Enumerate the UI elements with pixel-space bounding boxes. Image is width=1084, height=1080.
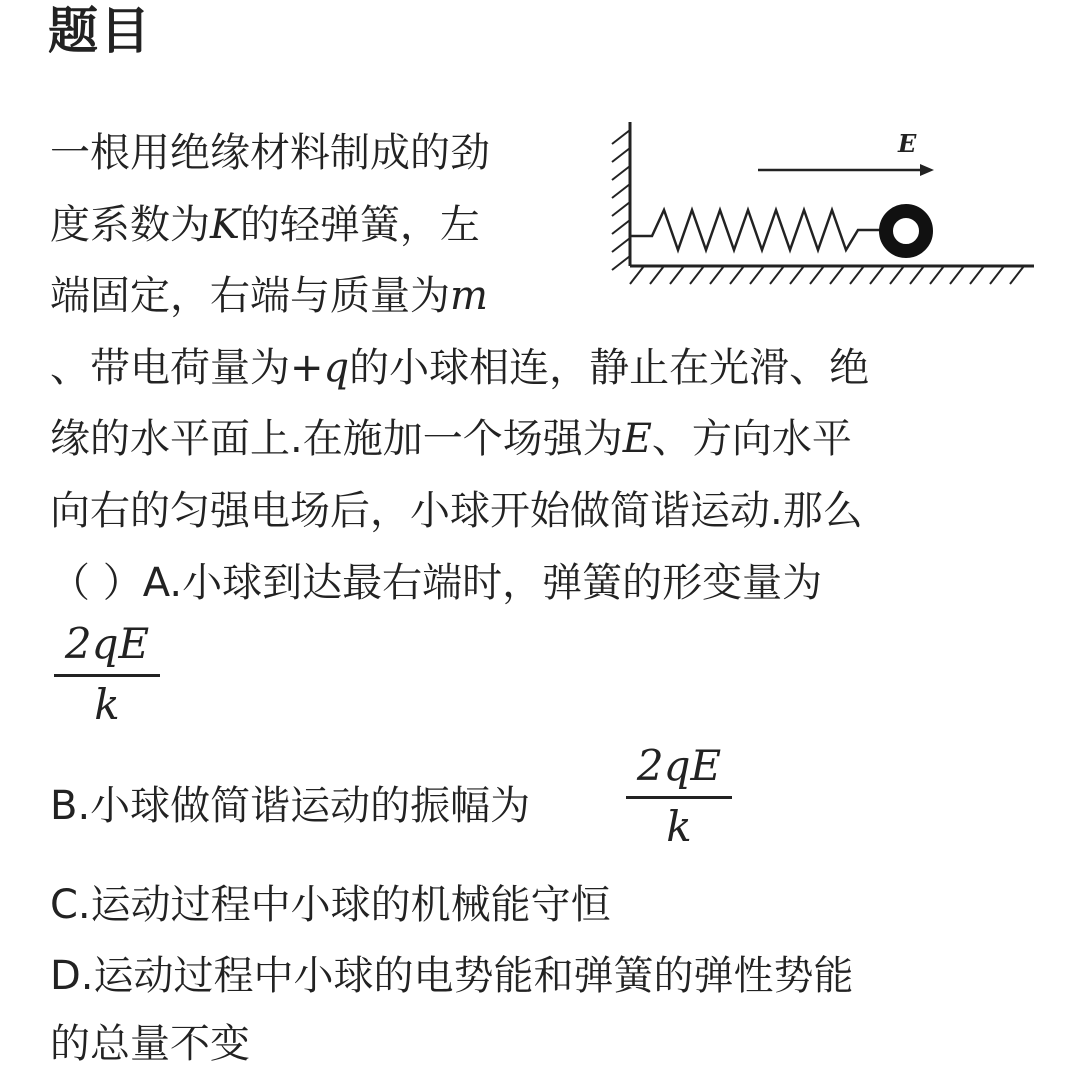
page-title: 题目 xyxy=(48,2,152,60)
field-symbol: E xyxy=(622,416,652,462)
option-a-fraction xyxy=(54,620,160,729)
question-text: 一根用绝缘材料制成的劲 xyxy=(50,130,490,176)
question-line-6 xyxy=(50,486,863,536)
spring xyxy=(630,210,880,250)
fraction-denominator: k xyxy=(666,802,692,851)
question-text: 的小球相连，静止在光滑、绝 xyxy=(349,345,870,391)
mass-symbol: m xyxy=(450,273,488,319)
question-text: 向右的匀强电场后，小球开始做简谐运动.那么 xyxy=(50,488,863,534)
question-line-3 xyxy=(50,271,488,321)
question-line-5 xyxy=(50,414,852,464)
question-line-1 xyxy=(50,128,490,178)
wall-hatch xyxy=(612,122,630,270)
question-text: 、方向水平 xyxy=(651,416,852,462)
option-b xyxy=(50,781,530,831)
floor-hatch xyxy=(630,266,1034,284)
question-text: 的轻弹簧，左 xyxy=(239,202,480,248)
question-text: 度系数为 xyxy=(50,202,210,248)
spring-ball-diagram xyxy=(600,118,1040,298)
field-label: E xyxy=(898,129,917,158)
question-line-2 xyxy=(50,200,480,250)
question-line-7 xyxy=(50,558,822,608)
spring-constant-symbol: K xyxy=(210,202,240,248)
fraction-bar xyxy=(54,674,160,677)
fraction-bar xyxy=(626,796,732,799)
option-a-text: （ ）A.小球到达最右端时，弹簧的形变量为 xyxy=(50,560,823,606)
option-c-text: C.运动过程中小球的机械能守恒 xyxy=(50,882,611,928)
option-d-line-1 xyxy=(50,951,854,1001)
fraction-numerator: 2qE xyxy=(64,619,150,668)
option-d-line-2 xyxy=(50,1019,250,1069)
option-c xyxy=(50,880,611,930)
option-b-fraction xyxy=(626,742,732,851)
fraction-numerator: 2qE xyxy=(636,741,722,790)
question-line-4 xyxy=(50,343,869,393)
fraction-denominator: k xyxy=(94,680,120,729)
question-text: 缘的水平面上.在施加一个场强为 xyxy=(50,416,623,462)
charge-symbol: q xyxy=(323,345,350,391)
charged-ball xyxy=(886,211,926,251)
question-text: 、带电荷量为 xyxy=(50,345,290,391)
option-d-text: D.运动过程中小球的电势能和弹簧的弹性势能 xyxy=(50,953,854,999)
option-b-text: B.小球做简谐运动的振幅为 xyxy=(50,783,531,829)
field-arrow-icon xyxy=(758,164,934,176)
question-text: 端固定，右端与质量为 xyxy=(50,273,450,319)
plus-sign: + xyxy=(290,345,324,391)
option-d-text: 的总量不变 xyxy=(50,1021,250,1067)
